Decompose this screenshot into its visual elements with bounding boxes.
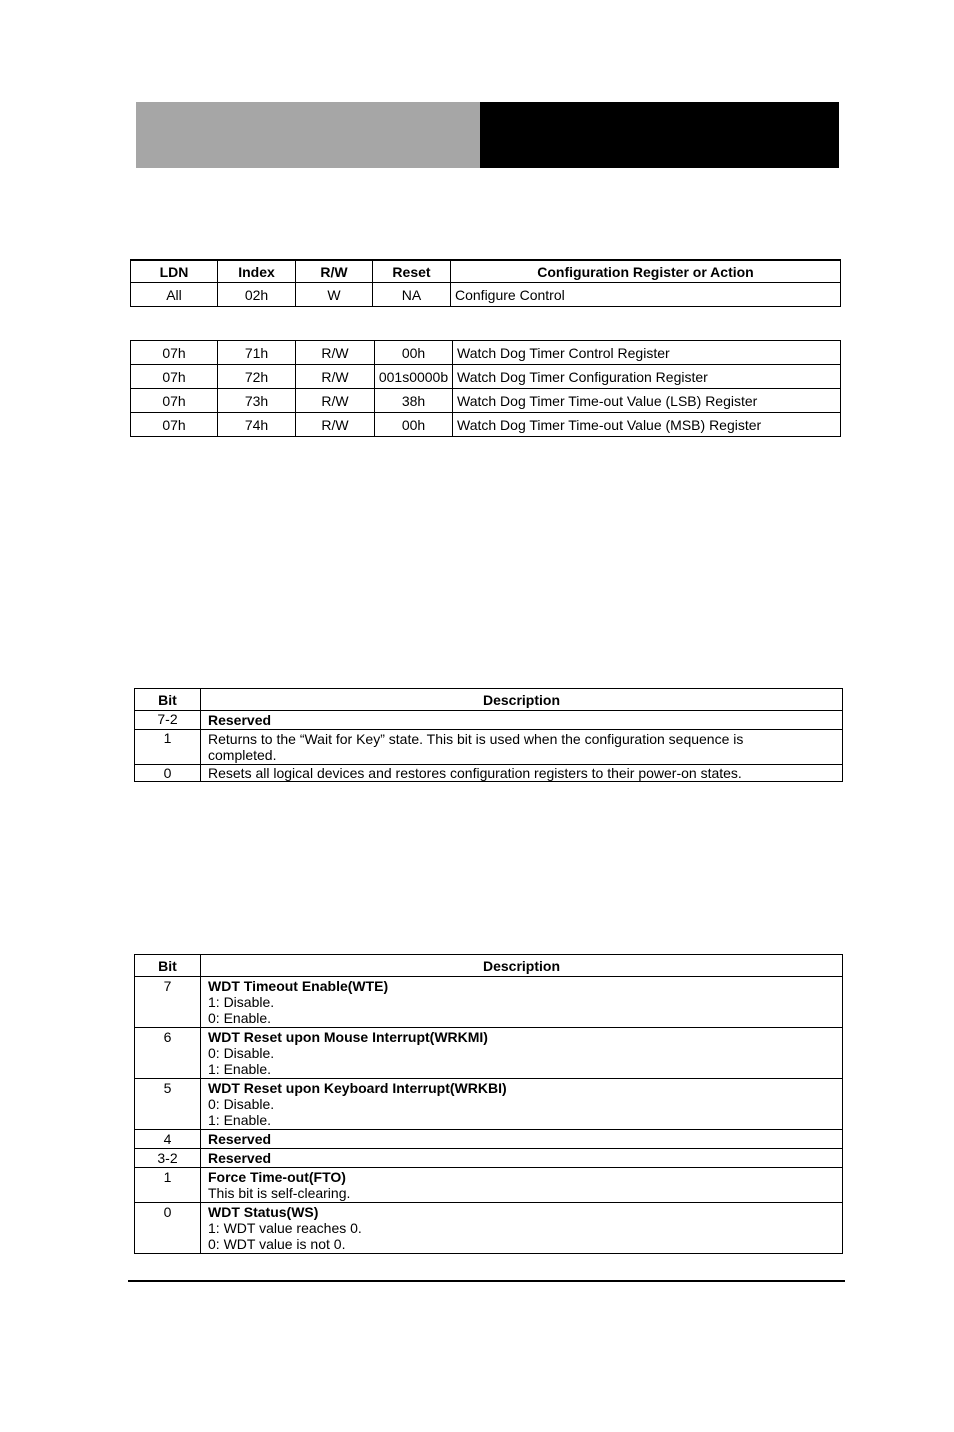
- header-black-bar: [480, 102, 839, 168]
- cell-rw: W: [296, 283, 373, 307]
- description-line: 0: Enable.: [208, 1010, 272, 1026]
- bit-title: Force Time-out(FTO): [208, 1169, 346, 1185]
- cell-config: Watch Dog Timer Control Register: [453, 341, 841, 365]
- cell-config: Watch Dog Timer Time-out Value (MSB) Register: [453, 413, 841, 437]
- bit-title: WDT Status(WS): [208, 1204, 319, 1220]
- col-header-rw: R/W: [296, 260, 373, 283]
- cell-bit: 1: [135, 1168, 201, 1203]
- table-row: [135, 1168, 843, 1203]
- description-line: completed.: [208, 747, 277, 763]
- description-line: 0: WDT value is not 0.: [208, 1236, 346, 1252]
- cell-reset: 001s0000b: [375, 365, 453, 389]
- cell-rw: R/W: [296, 341, 375, 365]
- bit-title: WDT Reset upon Mouse Interrupt(WRKMI): [208, 1029, 488, 1045]
- table-row: [131, 413, 841, 437]
- cell-description: [201, 711, 843, 730]
- wdt-register-table: [130, 340, 841, 437]
- cell-description: [201, 977, 843, 1028]
- table-header-row: [135, 689, 843, 711]
- description-line: 1: Disable.: [208, 994, 275, 1010]
- cell-ldn: 07h: [131, 389, 218, 413]
- cell-ldn: 07h: [131, 365, 218, 389]
- cell-config: Configure Control: [451, 283, 841, 307]
- table-row: [135, 1149, 843, 1168]
- cell-bit: 1: [135, 730, 201, 765]
- wdt-control-bit-table: [134, 954, 843, 1254]
- table-row: [135, 977, 843, 1028]
- description-line: 1: Enable.: [208, 1112, 272, 1128]
- table-row: [131, 283, 841, 307]
- table-header-row: [135, 955, 843, 977]
- col-header-ldn: LDN: [131, 260, 218, 283]
- cell-rw: R/W: [296, 413, 375, 437]
- table-header-row: [131, 260, 841, 283]
- table-row: [135, 711, 843, 730]
- cell-rw: R/W: [296, 365, 375, 389]
- col-header-config: Configuration Register or Action: [451, 260, 841, 283]
- bit-title: Reserved: [208, 712, 272, 728]
- cell-config: Watch Dog Timer Configuration Register: [453, 365, 841, 389]
- cell-reset: 38h: [375, 389, 453, 413]
- table-row: [135, 1028, 843, 1079]
- cell-bit: 0: [135, 1203, 201, 1254]
- ldn-register-table: [130, 259, 841, 307]
- cell-bit: 6: [135, 1028, 201, 1079]
- cell-reset: 00h: [375, 341, 453, 365]
- cell-description: [201, 765, 843, 782]
- cell-description: [201, 730, 843, 765]
- cell-description: [201, 1168, 843, 1203]
- col-header-reset: Reset: [373, 260, 451, 283]
- table-row: [131, 341, 841, 365]
- bit-title: WDT Timeout Enable(WTE): [208, 978, 389, 994]
- table-row: [131, 389, 841, 413]
- description-line: This bit is self-clearing.: [208, 1185, 351, 1201]
- cell-index: 72h: [218, 365, 296, 389]
- cell-description: [201, 1028, 843, 1079]
- config-control-bit-table: [134, 688, 843, 782]
- cell-index: 02h: [218, 283, 296, 307]
- description-line: Resets all logical devices and restores configuration registers to their power-on states.: [208, 765, 742, 781]
- col-header-description: Description: [201, 955, 843, 977]
- header-gray-bar: [136, 102, 480, 168]
- table-row: [131, 365, 841, 389]
- bit-title: Reserved: [208, 1131, 272, 1147]
- description-line: 0: Disable.: [208, 1045, 275, 1061]
- cell-description: [201, 1203, 843, 1254]
- cell-index: 71h: [218, 341, 296, 365]
- col-header-index: Index: [218, 260, 296, 283]
- table-row: [135, 730, 843, 765]
- cell-config: Watch Dog Timer Time-out Value (LSB) Register: [453, 389, 841, 413]
- cell-ldn: 07h: [131, 413, 218, 437]
- table-row: [135, 1079, 843, 1130]
- cell-bit: 4: [135, 1130, 201, 1149]
- cell-index: 74h: [218, 413, 296, 437]
- cell-description: [201, 1130, 843, 1149]
- cell-bit: 0: [135, 765, 201, 782]
- cell-bit: 7: [135, 977, 201, 1028]
- col-header-bit: Bit: [135, 955, 201, 977]
- cell-bit: 5: [135, 1079, 201, 1130]
- cell-description: [201, 1079, 843, 1130]
- table-row: [135, 1130, 843, 1149]
- description-line: 0: Disable.: [208, 1096, 275, 1112]
- cell-description: [201, 1149, 843, 1168]
- cell-bit: 7-2: [135, 711, 201, 730]
- cell-reset: 00h: [375, 413, 453, 437]
- footer-divider: [128, 1280, 845, 1282]
- cell-ldn: All: [131, 283, 218, 307]
- cell-reset: NA: [373, 283, 451, 307]
- cell-index: 73h: [218, 389, 296, 413]
- col-header-bit: Bit: [135, 689, 201, 711]
- cell-ldn: 07h: [131, 341, 218, 365]
- col-header-description: Description: [201, 689, 843, 711]
- bit-title: WDT Reset upon Keyboard Interrupt(WRKBI): [208, 1080, 507, 1096]
- description-line: 1: Enable.: [208, 1061, 272, 1077]
- bit-title: Reserved: [208, 1150, 272, 1166]
- description-line: Returns to the “Wait for Key” state. This bit is used when the configuration sequence is: [208, 731, 744, 747]
- table-row: [135, 765, 843, 782]
- cell-rw: R/W: [296, 389, 375, 413]
- description-line: 1: WDT value reaches 0.: [208, 1220, 362, 1236]
- table-row: [135, 1203, 843, 1254]
- cell-bit: 3-2: [135, 1149, 201, 1168]
